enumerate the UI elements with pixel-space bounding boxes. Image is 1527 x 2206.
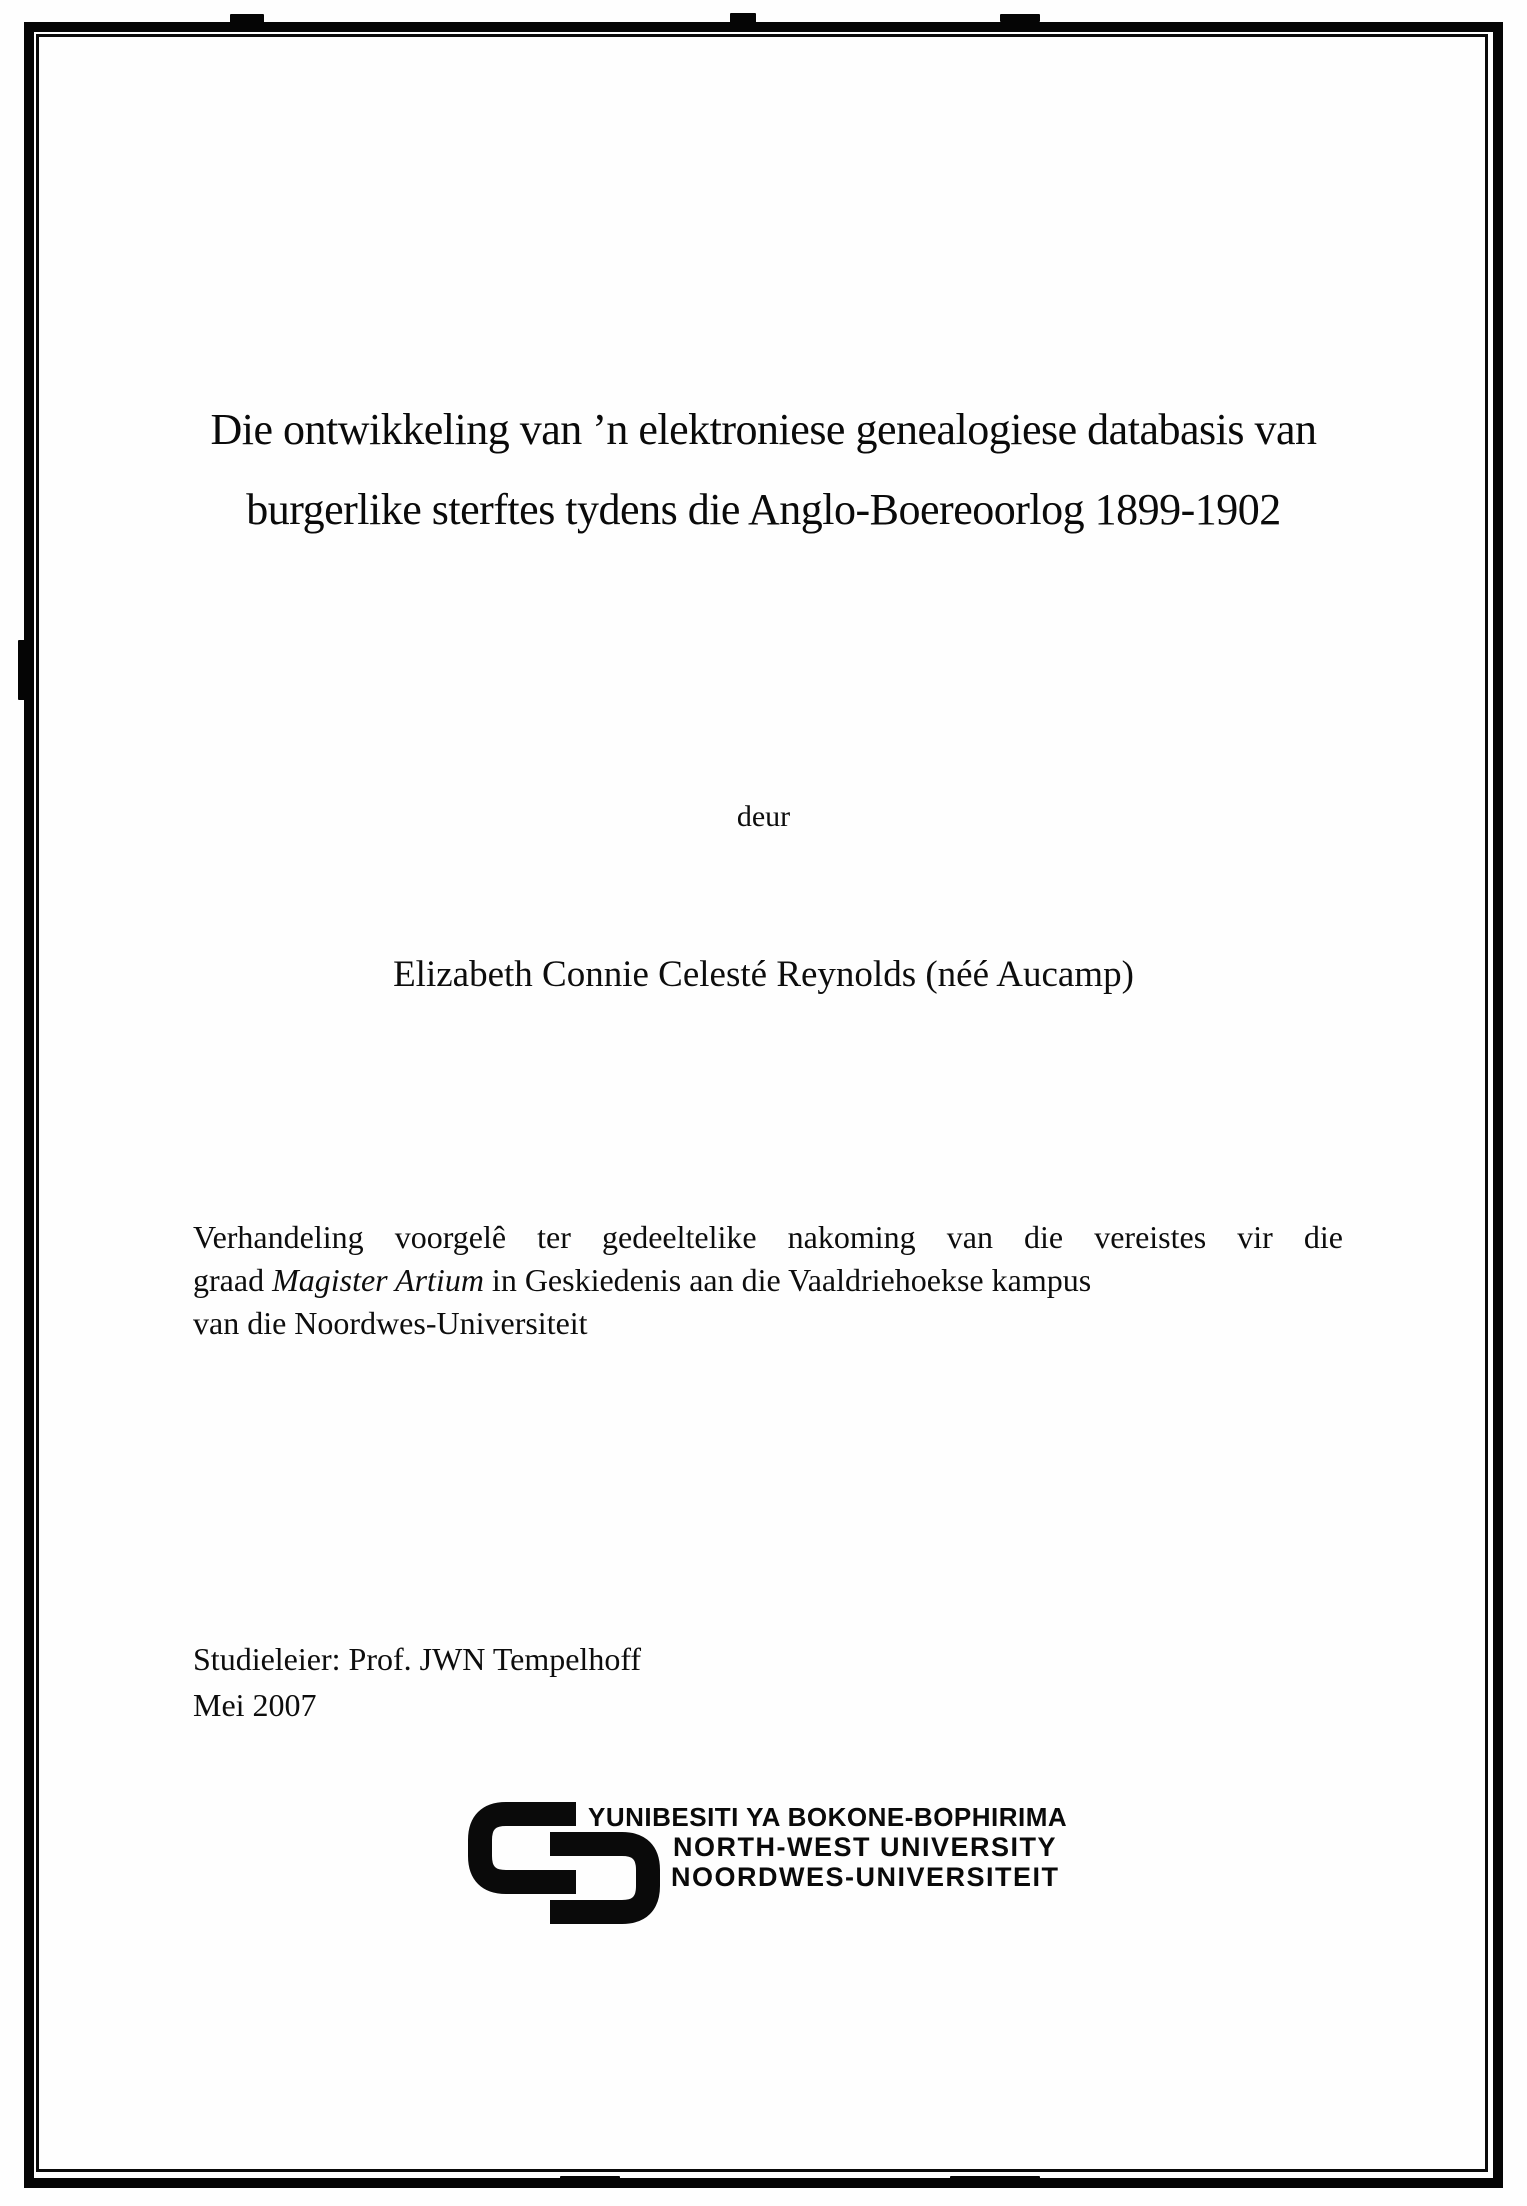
thesis-title	[110, 390, 1417, 550]
thesis-title-line2: burgerlike sterftes tydens die Anglo-Boereoorlog 1899-1902	[246, 485, 1281, 534]
degree-line2-prefix: graad	[193, 1262, 273, 1298]
degree-statement-line1: Verhandeling voorgelê ter gedeeltelike nakoming van die vereistes vir die	[193, 1219, 1343, 1255]
scan-artifact	[560, 2176, 620, 2183]
degree-name-italic: Magister Artium	[272, 1262, 484, 1298]
byline-label: deur	[736, 800, 791, 833]
supervisor-line: Studieleier: Prof. JWN Tempelhoff	[193, 1641, 642, 1677]
logo-text-english: NORTH-WEST UNIVERSITY	[673, 1832, 1058, 1862]
degree-statement-line2	[193, 1259, 1343, 1302]
logo-text-setswana: YUNIBESITI YA BOKONE-BOPHIRIMA	[588, 1802, 1068, 1832]
date-line: Mei 2007	[193, 1687, 317, 1723]
thesis-title-line1: Die ontwikkeling van ’n elektroniese genealogiese databasis van	[210, 405, 1317, 454]
scan-artifact	[230, 14, 264, 23]
logo-text-afrikaans: NOORDWES-UNIVERSITEIT	[671, 1862, 1060, 1892]
degree-statement	[193, 1216, 1343, 1345]
degree-statement-line3: van die Noordwes-Universiteit	[193, 1305, 588, 1341]
supervisor-block	[193, 1636, 641, 1728]
university-logo	[464, 1798, 1104, 1938]
degree-line2-suffix: in Geskiedenis aan die Vaaldriehoekse kampus	[483, 1262, 1092, 1298]
scan-artifact	[1000, 14, 1040, 22]
scan-artifact	[950, 2176, 1040, 2183]
author-name: Elizabeth Connie Celesté Reynolds (néé Aucamp)	[393, 954, 1134, 995]
scan-artifact	[730, 13, 756, 23]
scan-artifact	[18, 640, 32, 700]
